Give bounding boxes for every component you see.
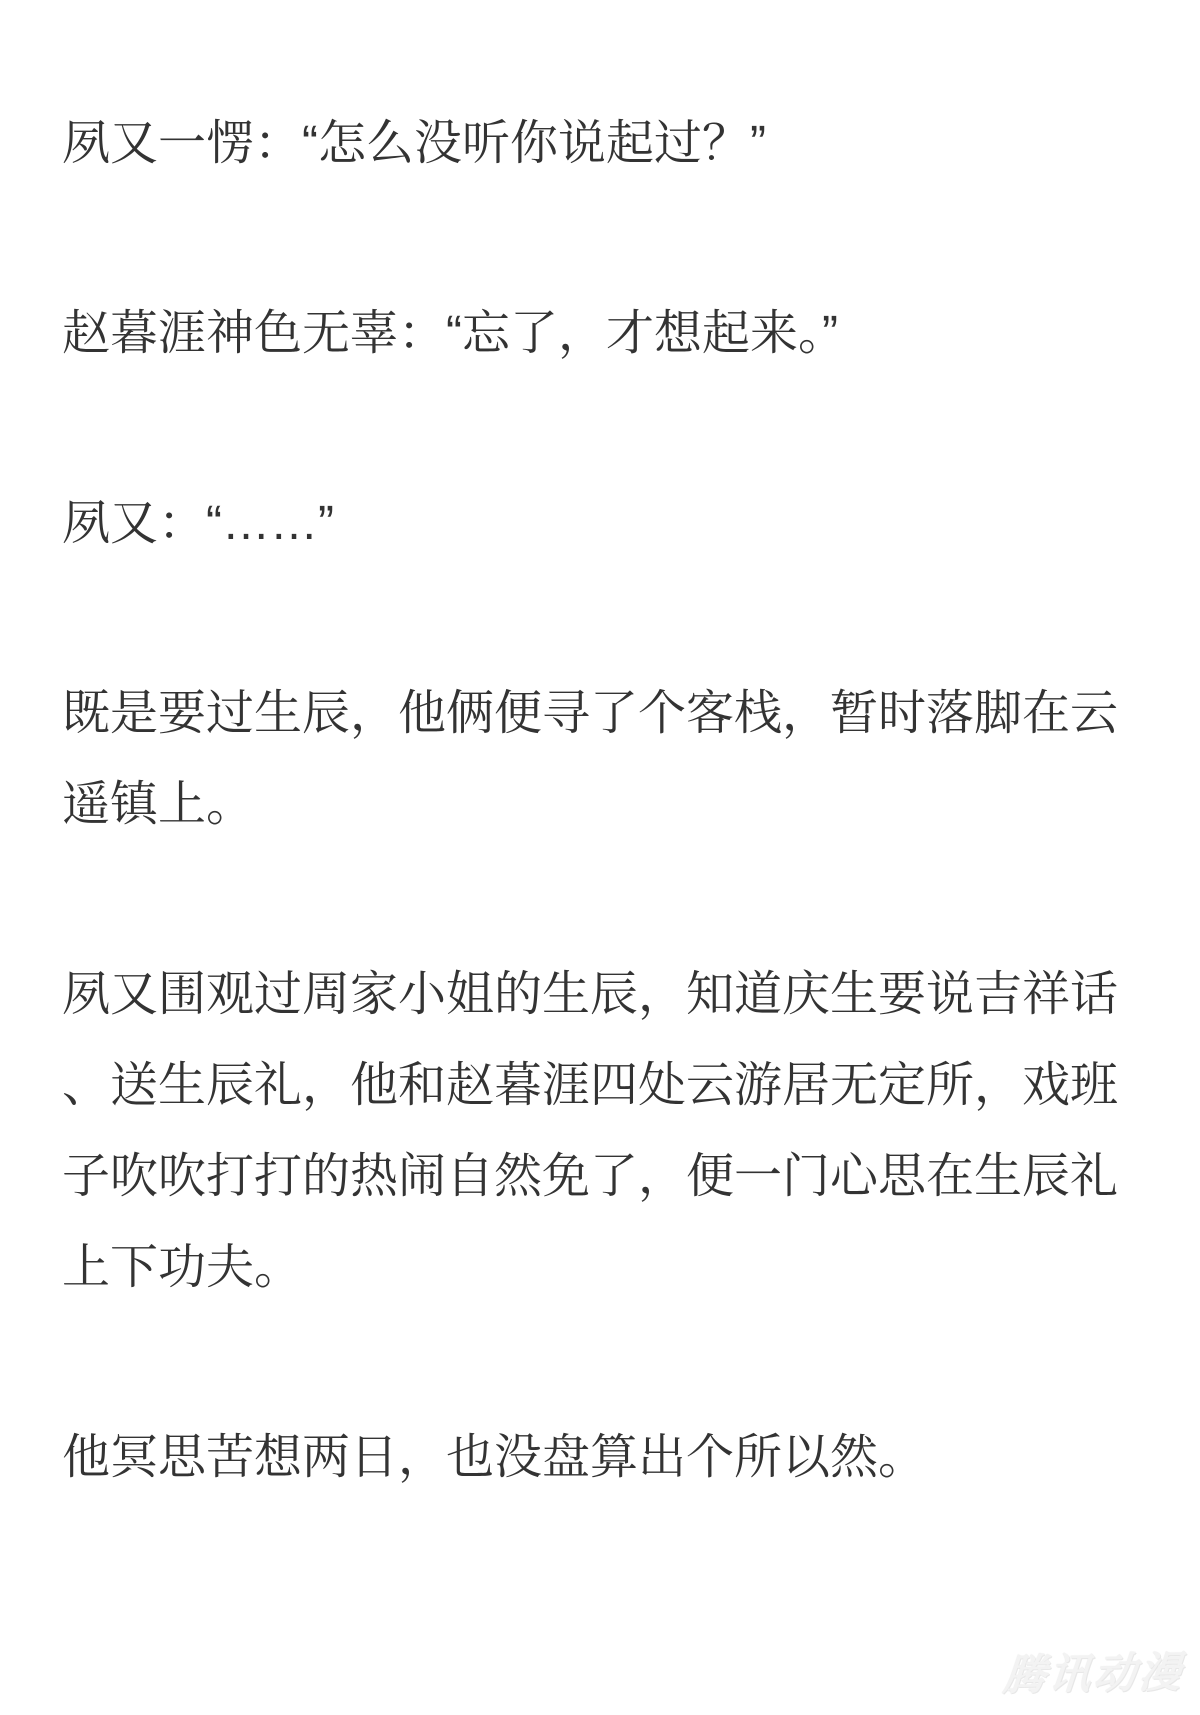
story-paragraph-inn-stay: 既是要过生辰，他俩便寻了个客栈，暂时落脚在云遥镇上。 [62,687,1119,831]
text-column [62,98,1134,1602]
story-paragraph-dialogue-suyou-speechless: 夙又：“……” [62,497,334,550]
tencent-comics-watermark: 腾讯动漫 [1001,1648,1186,1699]
story-paragraph-dialogue-suyou-surprised: 夙又一愣：“怎么没听你说起过？” [62,117,766,170]
story-paragraph-dialogue-zhaomuya-reply: 赵暮涯神色无辜：“忘了，才想起来。” [62,307,838,360]
story-paragraph-pondering: 他冥思苦想两日，也没盘算出个所以然。 [62,1431,927,1484]
story-paragraph-birthday-preparation: 夙又围观过周家小姐的生辰，知道庆生要说吉祥话、送生辰礼，他和赵暮涯四处云游居无定所，戏班子吹吹打打的热闹自然免了，便一门心思在生辰礼上下功夫。 [62,968,1119,1294]
